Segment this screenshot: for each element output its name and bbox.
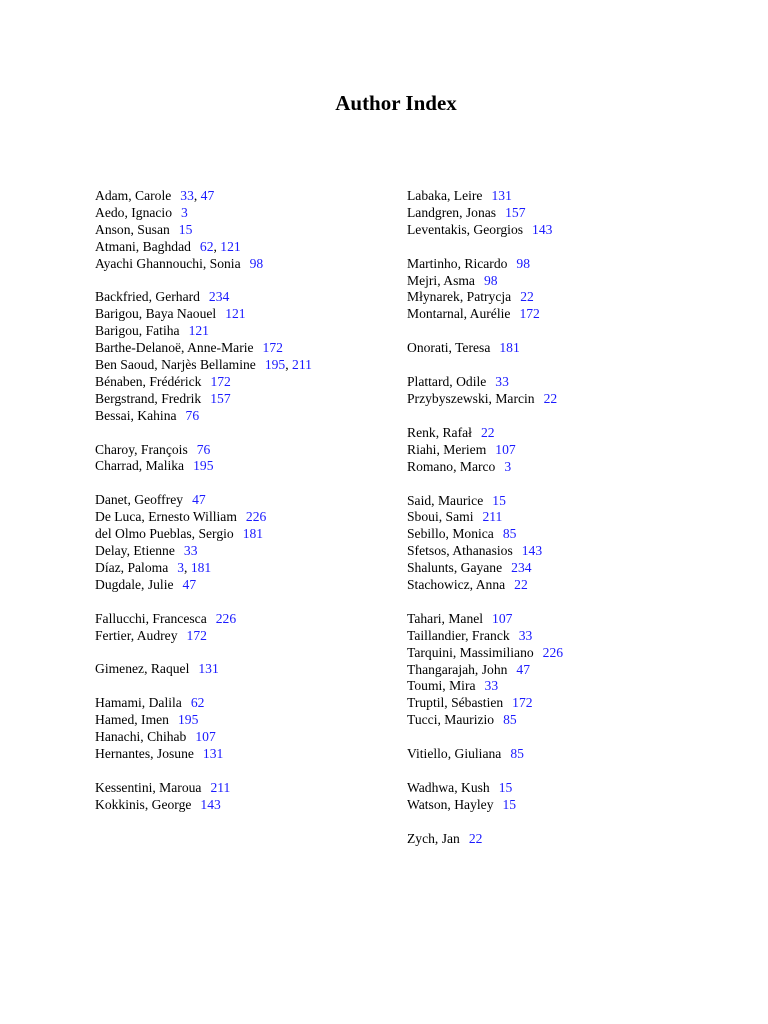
index-entry [407, 459, 727, 476]
index-entry [407, 526, 727, 543]
author-name: Mejri, Asma [407, 272, 475, 288]
index-entry [95, 729, 395, 746]
index-entry [407, 509, 727, 526]
index-entry [407, 831, 727, 848]
page-separator: , [285, 357, 293, 373]
author-name: Leventakis, Georgios [407, 221, 524, 237]
author-name: Díaz, Paloma [95, 559, 169, 575]
page-link[interactable]: 85 [503, 712, 517, 728]
index-entry [95, 526, 395, 543]
index-entry [95, 746, 395, 763]
page-link[interactable]: 181 [190, 559, 212, 575]
page-link[interactable]: 98 [249, 255, 264, 271]
page-refs [200, 239, 241, 254]
page-link[interactable]: 211 [482, 509, 503, 525]
author-name: Charoy, François [95, 441, 188, 457]
index-entry [95, 239, 395, 256]
index-entry [95, 222, 395, 239]
page-link[interactable]: 47 [200, 188, 215, 203]
index-letter-group [95, 188, 395, 272]
page-refs [193, 458, 213, 473]
index-entry [95, 188, 395, 205]
page-link[interactable]: 15 [498, 780, 513, 796]
index-entry [407, 662, 727, 679]
page-link[interactable]: 98 [516, 255, 531, 271]
page-refs [504, 459, 511, 474]
index-entry [407, 442, 727, 459]
page-refs [514, 577, 528, 592]
page-refs [503, 797, 517, 812]
page-link[interactable]: 62 [190, 695, 205, 711]
index-entry [407, 678, 727, 695]
index-entry [95, 577, 395, 594]
author-name: Labaka, Leire [407, 188, 483, 203]
page-link[interactable]: 131 [198, 661, 219, 677]
author-name: Toumi, Mira [407, 678, 476, 694]
index-entry [95, 205, 395, 222]
page-refs [181, 205, 188, 220]
page-link[interactable]: 76 [185, 407, 200, 423]
index-entry [407, 543, 727, 560]
page-link[interactable]: 226 [215, 610, 237, 626]
page-refs [178, 712, 198, 727]
page-refs [516, 662, 530, 677]
page-refs [198, 661, 218, 676]
page-refs [225, 306, 245, 321]
page-link[interactable]: 121 [225, 306, 246, 322]
page-refs [210, 391, 230, 406]
page-refs [200, 797, 220, 812]
index-entry [407, 188, 727, 205]
page-refs [519, 628, 533, 643]
page-link[interactable]: 234 [511, 560, 532, 576]
page-refs [180, 188, 214, 203]
page-link[interactable]: 172 [262, 340, 283, 356]
author-name: Fallucchi, Francesca [95, 610, 207, 626]
author-name: Hanachi, Chihab [95, 729, 187, 745]
page-link[interactable]: 33 [518, 627, 533, 643]
page-title: Author Index [335, 91, 457, 115]
index-entry [95, 611, 395, 628]
index-entry [407, 256, 727, 273]
author-name: Romano, Marco [407, 458, 496, 474]
index-entry [407, 205, 727, 222]
page-refs [246, 509, 266, 524]
author-name: Sboui, Sami [407, 509, 474, 525]
page-refs [481, 425, 495, 440]
page-refs [179, 222, 193, 237]
page-refs [195, 729, 215, 744]
page-refs [512, 695, 532, 710]
author-name: De Luca, Ernesto William [95, 509, 237, 525]
index-letter-group [407, 746, 727, 763]
index-letter-group [95, 611, 395, 645]
index-entry [407, 780, 727, 797]
page-link[interactable]: 47 [182, 576, 197, 592]
index-entry [407, 695, 727, 712]
author-name: Sfetsos, Athanasios [407, 543, 513, 559]
author-name: Ayachi Ghannouchi, Sonia [95, 255, 241, 271]
author-name: Onorati, Teresa [407, 340, 491, 356]
index-entry [95, 357, 395, 374]
page-refs [191, 695, 205, 710]
page-refs [192, 492, 206, 507]
page-link[interactable]: 172 [210, 373, 231, 389]
page-refs [186, 408, 200, 423]
index-letter-group [95, 492, 395, 593]
author-name: Wadhwa, Kush [407, 780, 490, 796]
index-entry [95, 509, 395, 526]
index-entry [95, 560, 395, 577]
page-refs [495, 442, 515, 457]
page-link[interactable]: 157 [505, 204, 526, 220]
page-link[interactable]: 234 [208, 289, 230, 305]
page-link[interactable]: 62 [199, 238, 214, 254]
index-entry [95, 391, 395, 408]
page-refs [510, 746, 524, 761]
index-entry [407, 628, 727, 645]
author-name: Zych, Jan [407, 830, 460, 846]
page-refs [210, 780, 230, 795]
author-name: Stachowicz, Anna [407, 577, 506, 593]
index-letter-group [95, 695, 395, 763]
page-refs [482, 509, 502, 524]
index-entry [407, 560, 727, 577]
page-link[interactable]: 211 [210, 779, 231, 795]
index-entry [407, 611, 727, 628]
page-link[interactable]: 33 [183, 543, 198, 559]
author-name: Watson, Hayley [407, 796, 494, 812]
page-link[interactable]: 143 [521, 543, 543, 559]
page-link[interactable]: 131 [491, 188, 512, 203]
page-separator: , [213, 238, 221, 254]
page-refs [263, 340, 283, 355]
author-name: Atmani, Baghdad [95, 238, 191, 254]
page-link[interactable]: 3 [504, 458, 512, 474]
page-refs [499, 340, 519, 355]
page-refs [516, 256, 530, 271]
page-link[interactable]: 211 [292, 357, 312, 373]
page-refs [209, 289, 229, 304]
author-name: Renk, Rafał [407, 424, 472, 440]
index-entry [407, 746, 727, 763]
page-link[interactable]: 195 [177, 712, 199, 728]
author-name: Przybyszewski, Marcin [407, 391, 535, 407]
index-entry [407, 493, 727, 510]
author-name: Tahari, Manel [407, 610, 484, 626]
author-name: Riahi, Meriem [407, 441, 487, 457]
index-letter-group [95, 442, 395, 476]
index-entry [407, 306, 727, 323]
page-link[interactable]: 22 [543, 391, 558, 407]
author-name: Taillandier, Franck [407, 627, 510, 643]
index-entry [95, 306, 395, 323]
page-refs [187, 628, 207, 643]
author-name: Tarquini, Massimiliano [407, 644, 534, 660]
page-link[interactable]: 121 [188, 323, 209, 339]
page-refs [522, 543, 542, 558]
page-link[interactable]: 3 [177, 559, 185, 575]
author-name: Shalunts, Gayane [407, 560, 503, 576]
author-name: Bergstrand, Fredrik [95, 390, 202, 406]
author-name: Barthe-Delanoë, Anne-Marie [95, 340, 254, 356]
index-entry [407, 289, 727, 306]
page-refs [485, 678, 499, 693]
index-entry [407, 577, 727, 594]
page-link[interactable]: 121 [220, 238, 241, 254]
page-refs [519, 306, 539, 321]
index-entry [95, 492, 395, 509]
index-entry [407, 374, 727, 391]
index-letter-group [95, 661, 395, 678]
author-name: Truptil, Sébastien [407, 695, 504, 711]
index-entry [95, 712, 395, 729]
author-name: Backfried, Gerhard [95, 289, 200, 305]
page-refs [197, 442, 211, 457]
page-refs [532, 222, 552, 237]
author-name: Tucci, Maurizio [407, 712, 495, 728]
index-entry [95, 374, 395, 391]
page-link[interactable]: 107 [495, 441, 516, 457]
author-name: Delay, Etienne [95, 543, 175, 559]
author-name: Hernantes, Josune [95, 746, 194, 762]
page-refs [210, 374, 230, 389]
index-letter-group [407, 340, 727, 357]
page-refs [491, 188, 511, 203]
index-letter-group [407, 493, 727, 594]
index-entry [95, 340, 395, 357]
page-refs [520, 289, 534, 304]
author-name: Fertier, Audrey [95, 627, 178, 643]
index-letter-group [407, 780, 727, 814]
index-entry [407, 391, 727, 408]
page-link[interactable]: 47 [516, 661, 531, 677]
author-name: Charrad, Malika [95, 458, 185, 474]
page-link[interactable]: 15 [178, 221, 193, 237]
index-entry [95, 458, 395, 475]
author-name: Hamami, Dalila [95, 695, 182, 711]
index-letter-group [95, 780, 395, 814]
author-name: Ben Saoud, Narjès Bellamine [95, 357, 256, 373]
index-entry [95, 543, 395, 560]
page-link[interactable]: 15 [492, 492, 506, 508]
author-name: del Olmo Pueblas, Sergio [95, 526, 234, 542]
page-link[interactable]: 172 [512, 695, 533, 711]
page-refs [250, 256, 264, 271]
author-name: Hamed, Imen [95, 712, 169, 728]
author-name: Kokkinis, George [95, 796, 192, 812]
index-entry [407, 222, 727, 239]
index-letter-group [407, 374, 727, 408]
page-link[interactable]: 195 [193, 458, 214, 474]
page-refs [203, 746, 223, 761]
page-link[interactable]: 15 [502, 796, 517, 812]
page-refs [544, 391, 558, 406]
page-link[interactable]: 143 [532, 221, 553, 237]
page-separator: , [184, 559, 191, 575]
page-link[interactable]: 181 [499, 340, 520, 356]
index-letter-group [407, 256, 727, 324]
page-refs [503, 526, 517, 541]
index-entry [407, 645, 727, 662]
author-name: Montarnal, Aurélie [407, 306, 511, 322]
page-link[interactable]: 172 [186, 627, 207, 643]
index-entry [95, 661, 395, 678]
page-link[interactable]: 107 [492, 610, 513, 626]
index-column-right [407, 188, 727, 865]
index-column-left [95, 188, 395, 831]
index-entry [95, 797, 395, 814]
page-link[interactable]: 172 [519, 306, 540, 322]
page-separator: , [193, 188, 201, 203]
page-link[interactable]: 226 [245, 509, 267, 525]
page-link[interactable]: 33 [484, 678, 499, 694]
page-refs [503, 712, 517, 727]
index-entry [95, 695, 395, 712]
page-refs [505, 205, 525, 220]
page-refs [495, 374, 509, 389]
page-refs [189, 323, 209, 338]
author-name: Anson, Susan [95, 221, 170, 237]
page-refs [492, 611, 512, 626]
page-refs [265, 357, 312, 372]
index-entry [95, 780, 395, 797]
page-link[interactable]: 98 [483, 272, 498, 288]
author-name: Landgren, Jonas [407, 204, 497, 220]
index-letter-group [407, 425, 727, 476]
page-link[interactable]: 226 [542, 644, 564, 660]
author-name: Aedo, Ignacio [95, 204, 173, 220]
page-link[interactable]: 76 [196, 441, 211, 457]
page-refs [499, 780, 513, 795]
page-link[interactable]: 143 [200, 796, 221, 812]
author-name: Dugdale, Julie [95, 576, 174, 592]
author-name: Bénaben, Frédérick [95, 373, 202, 389]
page-link[interactable]: 22 [520, 289, 534, 305]
author-name: Kessentini, Maroua [95, 779, 202, 795]
page-link[interactable]: 33 [495, 374, 509, 390]
index-entry [95, 442, 395, 459]
author-name: Barigou, Baya Naouel [95, 306, 217, 322]
page-refs [243, 526, 263, 541]
index-entry [407, 712, 727, 729]
index-letter-group [407, 831, 727, 848]
author-name: Danet, Geoffrey [95, 492, 184, 508]
page-link[interactable]: 131 [202, 746, 224, 762]
author-name: Martinho, Ricardo [407, 255, 508, 271]
author-name: Vitiello, Giuliana [407, 746, 502, 762]
index-entry [407, 273, 727, 290]
page-refs [511, 560, 531, 575]
author-name: Barigou, Fatiha [95, 323, 180, 339]
index-entry [95, 256, 395, 273]
page-link[interactable]: 85 [502, 526, 517, 542]
page-link[interactable]: 22 [468, 830, 483, 846]
page-link[interactable]: 195 [264, 357, 286, 373]
page-refs [183, 577, 197, 592]
page-link[interactable]: 181 [242, 526, 264, 542]
author-name: Adam, Carole [95, 188, 172, 203]
author-name: Sebillo, Monica [407, 526, 494, 542]
index-entry [95, 323, 395, 340]
page-refs [216, 611, 236, 626]
page-refs [184, 543, 198, 558]
page-refs [177, 560, 211, 575]
author-name: Thangarajah, John [407, 661, 508, 677]
index-entry [407, 425, 727, 442]
author-name: Młynarek, Patrycja [407, 289, 512, 305]
index-entry [95, 628, 395, 645]
index-entry [407, 797, 727, 814]
page-link[interactable]: 47 [192, 492, 206, 508]
index-letter-group [407, 611, 727, 729]
page-link[interactable]: 22 [514, 577, 528, 593]
author-name: Bessai, Kahina [95, 407, 177, 423]
page-link[interactable]: 107 [195, 729, 216, 745]
index-letter-group [407, 188, 727, 239]
index-entry [95, 289, 395, 306]
page-refs [543, 645, 563, 660]
index-letter-group [95, 289, 395, 424]
author-name: Said, Maurice [407, 492, 484, 508]
page-link[interactable]: 33 [180, 188, 194, 203]
page-link[interactable]: 3 [181, 204, 188, 220]
page-link[interactable]: 22 [480, 424, 495, 440]
page-refs [469, 831, 483, 846]
page-link[interactable]: 157 [210, 390, 231, 406]
index-entry [95, 408, 395, 425]
page-refs [492, 493, 506, 508]
page-refs [484, 273, 498, 288]
index-entry [407, 340, 727, 357]
author-name: Gimenez, Raquel [95, 661, 190, 677]
page-link[interactable]: 85 [510, 746, 524, 762]
author-name: Plattard, Odile [407, 374, 487, 390]
